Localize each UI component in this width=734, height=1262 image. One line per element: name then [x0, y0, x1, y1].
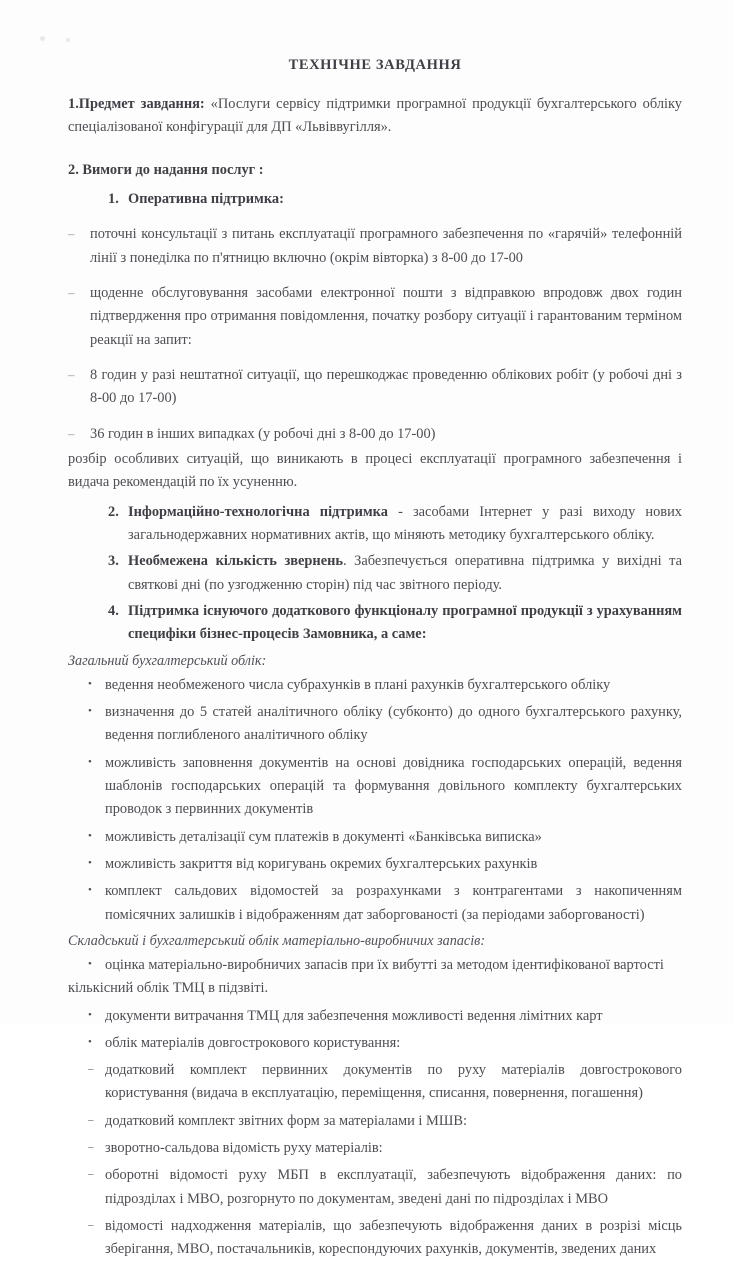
- list-item-text: відомості надходження матеріалів, що забезпечують відображення даних в розрізі місць зберігання, МВО, постачальників, кореспондуючих рахунків, документів, зведених даних: [105, 1218, 682, 1258]
- list-item: [68, 674, 682, 697]
- list-item: [68, 701, 682, 748]
- list-item: [68, 1164, 682, 1211]
- bullet-marker: •: [88, 856, 92, 869]
- bullet-marker: •: [88, 755, 92, 768]
- list-item: [68, 880, 682, 927]
- list-item: [68, 826, 682, 849]
- list-item-text: документи витрачання ТМЦ для забезпечення можливості ведення лімітних карт: [105, 1007, 603, 1024]
- requirements-heading-text: 2. Вимоги до надання послуг :: [68, 161, 264, 178]
- requirements-heading: [68, 159, 682, 182]
- section-heading-warehouse-accounting: Складський і бухгалтерський облік матеріально-виробничих запасів:: [68, 932, 486, 949]
- list-item: [68, 1215, 682, 1262]
- list-item: [68, 282, 682, 352]
- list-item: [68, 223, 682, 270]
- bullet-marker: •: [88, 829, 92, 842]
- dash-marker: –: [88, 1219, 94, 1232]
- subject-label: 1.Предмет завдання:: [68, 96, 205, 112]
- list-item-text: додатковий комплект первинних документів по руху матеріалів довгострокового користування (видача в експлуатацію, переміщення, списання, повернення, погашення): [105, 1062, 682, 1102]
- subject-paragraph: [68, 93, 682, 140]
- list-item-text: можливість заповнення документів на основі довідника господарських операцій, ведення шаблонів господарських операцій та формування довільного комплекту бухгалтерських проводок з первинних документів: [105, 754, 682, 818]
- general-accounting-bullets: [68, 674, 682, 927]
- list-marker: 1.: [108, 190, 119, 207]
- after-dash-paragraph: розбір особливих ситуацій, що виникають в процесі експлуатації програмного забезпечення і видача рекомендацій по їх усуненню.: [68, 450, 682, 491]
- bullet-marker: •: [88, 957, 92, 970]
- dash-marker: –: [88, 1141, 94, 1154]
- list-item-text: можливість деталізації сум платежів в документі «Банківська виписка»: [105, 828, 542, 845]
- dash-marker: –: [88, 1063, 94, 1076]
- list-marker: 2.: [108, 503, 119, 520]
- dash-marker: –: [88, 1113, 94, 1126]
- subject-text: «Послуги сервісу підтримки програмної продукції бухгалтерського обліку спеціалізованої конфігурації для ДП «Львіввугілля».: [68, 96, 682, 136]
- list-item-text: оборотні відомості руху МБП в експлуатації, забезпечують відображення даних: по підрозділах і МВО, розгорнуто по документам, зведені дані по підрозділах і МВО: [105, 1167, 682, 1207]
- support-dash-list: [68, 223, 682, 446]
- list-item-text: визначення до 5 статей аналітичного обліку (субконто) до одного бухгалтерського рахунку, ведення поглибленого аналітичного обліку: [105, 703, 682, 744]
- list-item: [68, 423, 682, 446]
- bullet-marker: •: [88, 704, 92, 717]
- bullet-marker: •: [88, 884, 92, 897]
- warehouse-dash-items: [68, 1059, 682, 1262]
- list-item-text: оцінка матеріально-виробничих запасів при їх вибутті за методом ідентифікованої вартості: [105, 956, 664, 973]
- list-item: [68, 954, 682, 977]
- numbered-item-rest: - засобами Інтернет у разі виходу нових загальнодержавних нормативних актів, що міняють методику бухгалтерського обліку.: [128, 503, 682, 543]
- list-item-text: 36 годин в інших випадках (у робочі дні з 8-00 до 17-00): [90, 425, 436, 442]
- document-body: [68, 0, 682, 1262]
- list-item: [68, 1005, 682, 1028]
- list-item-text: комплект сальдових відомостей за розрахунками з контрагентами з накопиченням помісячних залишків і відображенням дат заборгованості (за періодами заборгованості): [105, 883, 682, 923]
- list-item-text: поточні консультації з питань експлуатації програмного забезпечення по «гарячій» телефонній лінії з понеділка по п'ятницю включно (окрім вівторка) з 8-00 до 17-00: [90, 226, 682, 266]
- list-item: [68, 1137, 682, 1160]
- list-item-text: зворотно-сальдова відомість руху матеріалів:: [105, 1140, 383, 1157]
- list-item-text: можливість закриття від коригувань окремих бухгалтерських рахунків: [105, 855, 538, 872]
- warehouse-bullets: [68, 1005, 682, 1056]
- list-item: [68, 752, 682, 822]
- list-item: [68, 1110, 682, 1133]
- list-marker: 3.: [108, 553, 119, 570]
- dash-marker: –: [68, 425, 75, 441]
- page-title: ТЕХНІЧНЕ ЗАВДАННЯ: [288, 57, 462, 73]
- numbered-list-item: [68, 550, 682, 597]
- list-item-text: облік матеріалів довгострокового користування:: [105, 1034, 401, 1051]
- list-item-text: ведення необмеженого числа субрахунків в плані рахунків бухгалтерського обліку: [105, 676, 611, 693]
- list-item: [68, 853, 682, 876]
- section-heading-general-accounting: Загальний бухгалтерський облік:: [68, 652, 267, 669]
- bullet-marker: •: [88, 1008, 92, 1021]
- warehouse-first-bullet-list: [68, 954, 682, 977]
- numbered-list-item: [68, 188, 682, 211]
- numbered-item-bold: Необмежена кількість звернень: [128, 553, 343, 570]
- list-item: [68, 1032, 682, 1055]
- list-item-text: додатковий комплект звітних форм за матеріалами і МШВ:: [105, 1112, 467, 1129]
- list-marker: 4.: [108, 602, 119, 619]
- numbered-list-item: [68, 600, 682, 647]
- list-item: [68, 364, 682, 411]
- numbered-item-bold: Оперативна підтримка:: [128, 190, 284, 207]
- dash-marker: –: [88, 1168, 94, 1181]
- numbered-list-item-1-wrapper: [68, 188, 682, 211]
- bullet-marker: •: [88, 1035, 92, 1048]
- numbered-list-item: [68, 501, 682, 548]
- numbered-item-bold: Підтримка існуючого додаткового функціоналу програмної продукції з урахуванням специфіки бізнес-процесів Замовника, а саме:: [128, 602, 682, 643]
- dash-marker: –: [68, 226, 75, 242]
- dash-marker: –: [68, 366, 75, 382]
- list-item-text: щоденне обслуговування засобами електронної пошти з відправкою впродовж двох годин підтвердження про отримання повідомлення, початку розбору ситуації і гарантованим терміном реакції на запит:: [90, 284, 682, 348]
- list-item-text: 8 годин у разі нештатної ситуації, що перешкоджає проведенню облікових робіт (у робочі дні з 8-00 до 17-00): [90, 366, 682, 407]
- numbered-item-bold: Інформаційно-технологічна підтримка: [128, 503, 388, 520]
- list-item: [68, 1059, 682, 1106]
- bullet-marker: •: [88, 677, 92, 690]
- warehouse-continuation-line: кількісний облік ТМЦ в підзвіті.: [68, 980, 269, 997]
- numbered-list-items-2-4: [68, 501, 682, 647]
- dash-marker: –: [68, 284, 75, 300]
- numbered-item-rest: . Забезпечується оперативна підтримка у вихідні та святкові дні (по узгодженню сторін) під час звітного періоду.: [128, 553, 682, 593]
